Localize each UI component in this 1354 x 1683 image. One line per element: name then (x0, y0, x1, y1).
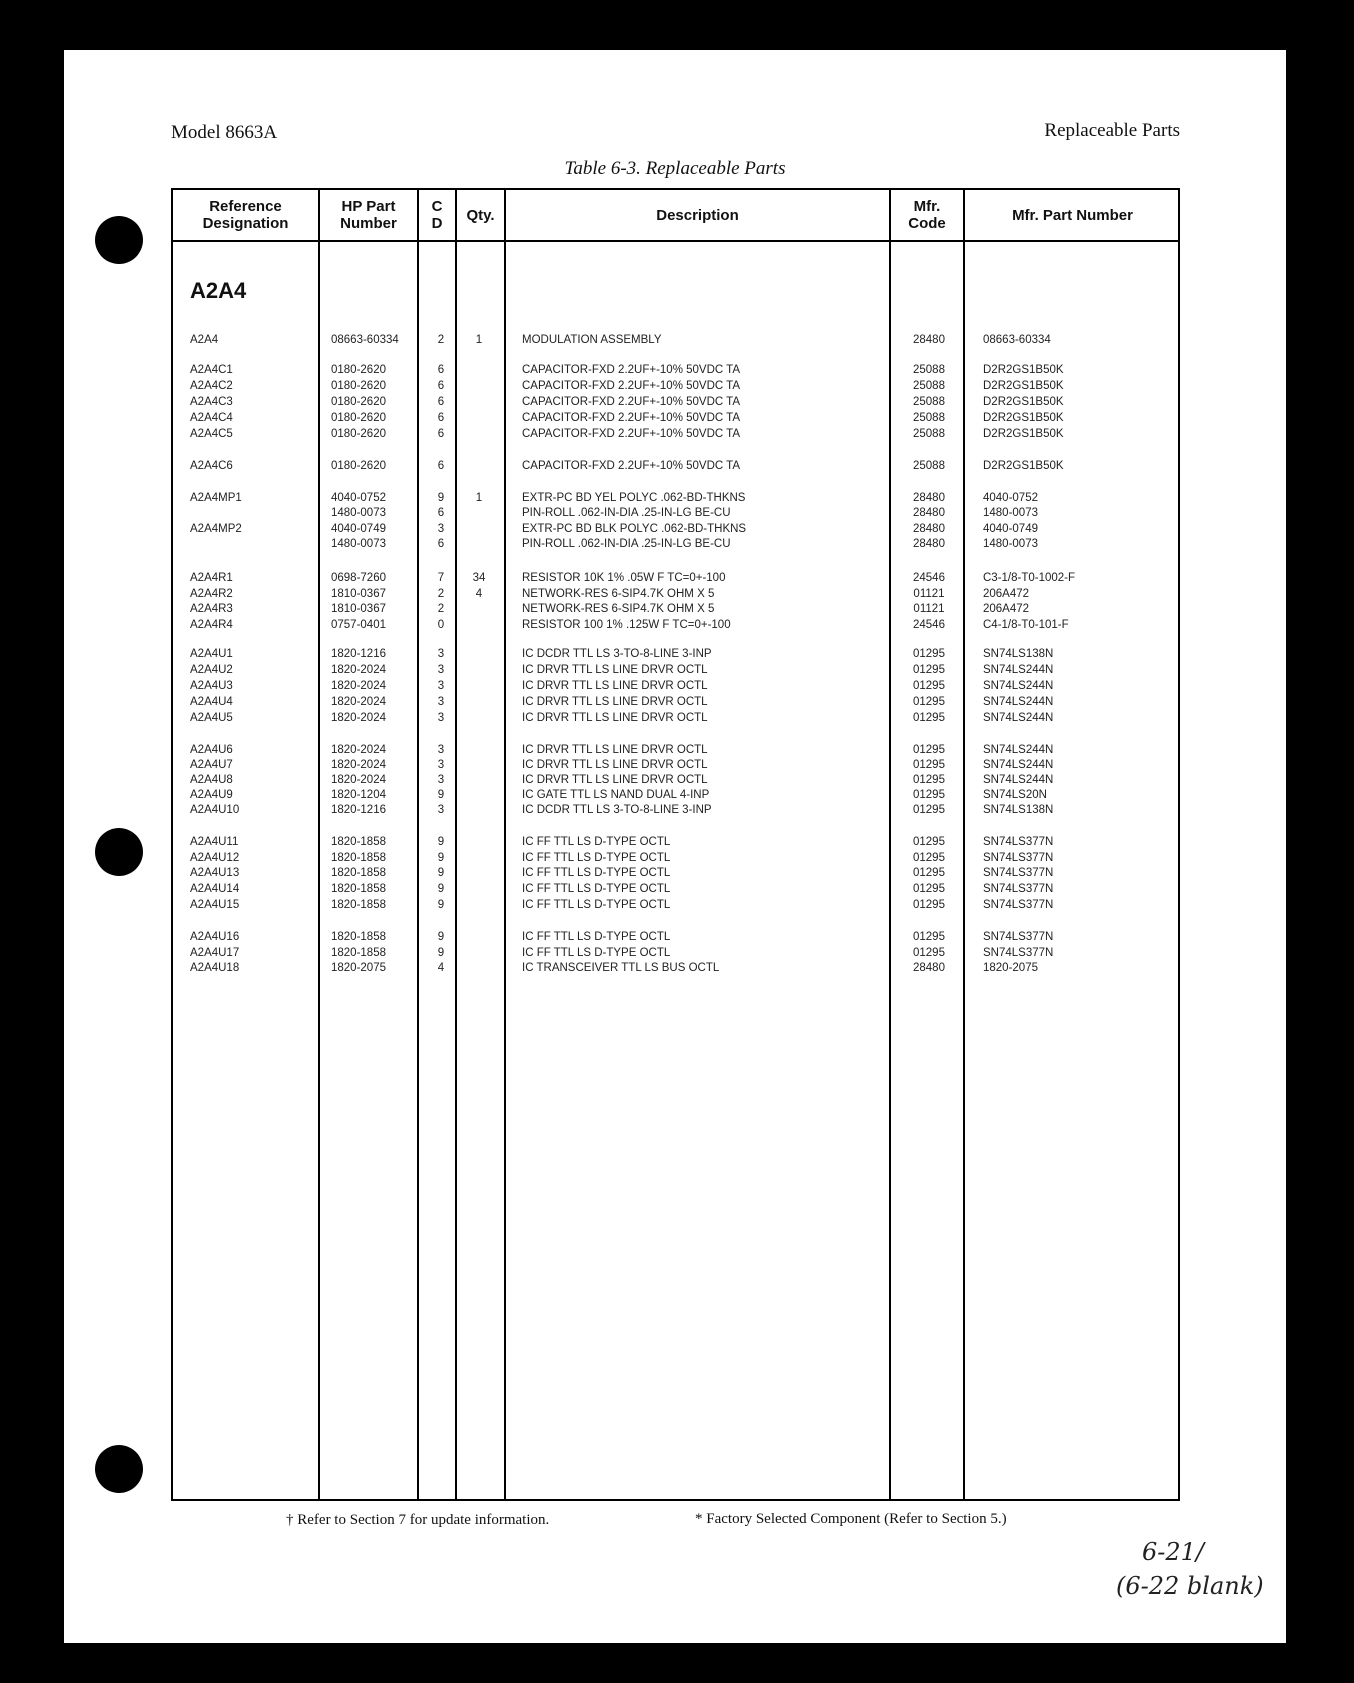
binder-hole-top (95, 216, 143, 264)
cell-mfr-part-number: SN74LS244N (983, 696, 1054, 708)
table-row (173, 458, 1178, 474)
cell-cd: 9 (437, 789, 445, 801)
cell-cd: 9 (437, 883, 445, 895)
table-row (173, 586, 1178, 602)
table-row (173, 772, 1178, 788)
cell-mfr-part-number: 08663-60334 (983, 334, 1051, 346)
cell-cd: 3 (437, 712, 445, 724)
cell-cd: 9 (437, 492, 445, 504)
cell-description: IC DCDR TTL LS 3-TO-8-LINE 3-INP (522, 648, 712, 660)
cell-description: IC FF TTL LS D-TYPE OCTL (522, 947, 671, 959)
col-header-mfr-part: Mfr. Part Number (1012, 206, 1133, 224)
header-divider (173, 240, 1178, 242)
cell-reference: A2A4R1 (190, 572, 233, 584)
cell-hp-part-number: 1820-2024 (331, 696, 386, 708)
cell-mfr-code: 01295 (913, 680, 945, 692)
cell-mfr-code: 28480 (913, 962, 945, 974)
table-row (173, 617, 1178, 633)
col-header-reference: Reference Designation (202, 198, 289, 232)
cell-cd: 3 (437, 523, 445, 535)
table-row (173, 505, 1178, 521)
cell-mfr-code: 01121 (913, 603, 945, 615)
cell-cd: 2 (437, 588, 445, 600)
cell-reference: A2A4U13 (190, 867, 240, 879)
cell-mfr-part-number: 4040-0749 (983, 523, 1038, 535)
cell-mfr-part-number: SN74LS20N (983, 789, 1047, 801)
cell-description: RESISTOR 10K 1% .05W F TC=0+-100 (522, 572, 726, 584)
table-row (173, 945, 1178, 961)
table-row (173, 694, 1178, 710)
cell-cd: 3 (437, 744, 445, 756)
cell-mfr-code: 25088 (913, 428, 945, 440)
cell-cd: 6 (437, 538, 445, 550)
cell-cd: 3 (437, 648, 445, 660)
cell-reference: A2A4U4 (190, 696, 233, 708)
cell-hp-part-number: 1480-0073 (331, 507, 386, 519)
cell-reference: A2A4U10 (190, 804, 240, 816)
cell-reference: A2A4C5 (190, 428, 233, 440)
cell-mfr-code: 01295 (913, 648, 945, 660)
cell-cd: 9 (437, 899, 445, 911)
cell-hp-part-number: 0698-7260 (331, 572, 386, 584)
cell-mfr-part-number: SN74LS244N (983, 664, 1054, 676)
cell-mfr-code: 01295 (913, 836, 945, 848)
handwritten-page-number: 6-21/ (1142, 1538, 1205, 1566)
cell-mfr-code: 28480 (913, 492, 945, 504)
table-row (173, 850, 1178, 866)
table-row (173, 710, 1178, 726)
cell-qty: 34 (472, 572, 486, 584)
cell-mfr-code: 25088 (913, 396, 945, 408)
cell-description: EXTR-PC BD BLK POLYC .062-BD-THKNS (522, 523, 747, 535)
cell-description: IC DRVR TTL LS LINE DRVR OCTL (522, 774, 708, 786)
header-model: Model 8663A (171, 122, 278, 143)
cell-mfr-code: 24546 (913, 619, 945, 631)
cell-cd: 9 (437, 931, 445, 943)
table-row (173, 410, 1178, 426)
cell-hp-part-number: 1820-1858 (331, 883, 386, 895)
cell-description: CAPACITOR-FXD 2.2UF+-10% 50VDC TA (522, 396, 741, 408)
cell-mfr-code: 25088 (913, 412, 945, 424)
cell-cd: 6 (437, 460, 445, 472)
cell-qty: 1 (475, 334, 483, 346)
cell-mfr-code: 01295 (913, 867, 945, 879)
cell-description: CAPACITOR-FXD 2.2UF+-10% 50VDC TA (522, 380, 741, 392)
cell-description: IC FF TTL LS D-TYPE OCTL (522, 836, 671, 848)
cell-mfr-code: 01295 (913, 852, 945, 864)
cell-cd: 4 (437, 962, 445, 974)
cell-hp-part-number: 1820-2024 (331, 759, 386, 771)
binder-hole-middle (95, 828, 143, 876)
cell-description: IC GATE TTL LS NAND DUAL 4-INP (522, 789, 710, 801)
cell-reference: A2A4MP1 (190, 492, 242, 504)
cell-hp-part-number: 1820-1204 (331, 789, 386, 801)
cell-hp-part-number: 0180-2620 (331, 460, 386, 472)
cell-mfr-code: 01121 (913, 588, 945, 600)
cell-mfr-code: 28480 (913, 523, 945, 535)
cell-reference: A2A4U18 (190, 962, 240, 974)
table-row (173, 881, 1178, 897)
cell-mfr-part-number: 1820-2075 (983, 962, 1038, 974)
cell-cd: 6 (437, 428, 445, 440)
cell-reference: A2A4U12 (190, 852, 240, 864)
cell-mfr-code: 28480 (913, 507, 945, 519)
col-header-qty: Qty. (466, 206, 495, 224)
cell-mfr-part-number: SN74LS138N (983, 648, 1054, 660)
cell-mfr-code: 01295 (913, 789, 945, 801)
header-section: Replaceable Parts (1044, 120, 1180, 141)
cell-mfr-part-number: SN74LS377N (983, 852, 1054, 864)
table-row (173, 646, 1178, 662)
cell-description: CAPACITOR-FXD 2.2UF+-10% 50VDC TA (522, 412, 741, 424)
table-row (173, 929, 1178, 945)
cell-description: IC DRVR TTL LS LINE DRVR OCTL (522, 759, 708, 771)
cell-mfr-part-number: C4-1/8-T0-101-F (983, 619, 1069, 631)
cell-mfr-part-number: C3-1/8-T0-1002-F (983, 572, 1076, 584)
cell-cd: 7 (437, 572, 445, 584)
cell-description: IC DRVR TTL LS LINE DRVR OCTL (522, 680, 708, 692)
cell-reference: A2A4 (190, 334, 219, 346)
cell-mfr-part-number: D2R2GS1B50K (983, 460, 1064, 472)
col-header-description: Description (656, 206, 739, 224)
cell-hp-part-number: 1820-1216 (331, 804, 386, 816)
cell-mfr-code: 25088 (913, 380, 945, 392)
cell-cd: 3 (437, 680, 445, 692)
cell-mfr-part-number: SN74LS377N (983, 931, 1054, 943)
cell-cd: 9 (437, 836, 445, 848)
cell-description: IC FF TTL LS D-TYPE OCTL (522, 931, 671, 943)
table-title: Table 6-3. Replaceable Parts (564, 158, 786, 179)
cell-mfr-part-number: 1480-0073 (983, 538, 1038, 550)
cell-mfr-part-number: SN74LS377N (983, 867, 1054, 879)
table-row (173, 834, 1178, 850)
cell-mfr-code: 28480 (913, 538, 945, 550)
cell-reference: A2A4U5 (190, 712, 233, 724)
cell-cd: 3 (437, 696, 445, 708)
cell-mfr-code: 01295 (913, 759, 945, 771)
table-row (173, 678, 1178, 694)
table-row (173, 662, 1178, 678)
cell-hp-part-number: 1820-2024 (331, 744, 386, 756)
cell-hp-part-number: 1820-1858 (331, 931, 386, 943)
cell-cd: 6 (437, 396, 445, 408)
cell-mfr-part-number: SN74LS244N (983, 712, 1054, 724)
cell-description: IC DRVR TTL LS LINE DRVR OCTL (522, 664, 708, 676)
cell-description: RESISTOR 100 1% .125W F TC=0+-100 (522, 619, 731, 631)
cell-hp-part-number: 1820-1858 (331, 947, 386, 959)
cell-description: PIN-ROLL .062-IN-DIA .25-IN-LG BE-CU (522, 538, 731, 550)
cell-reference: A2A4U8 (190, 774, 233, 786)
cell-cd: 3 (437, 804, 445, 816)
cell-hp-part-number: 0180-2620 (331, 380, 386, 392)
cell-hp-part-number: 1480-0073 (331, 538, 386, 550)
cell-reference: A2A4U16 (190, 931, 240, 943)
cell-mfr-code: 01295 (913, 804, 945, 816)
table-row (173, 394, 1178, 410)
cell-mfr-part-number: SN74LS138N (983, 804, 1054, 816)
cell-reference: A2A4C3 (190, 396, 233, 408)
table-row (173, 490, 1178, 506)
binder-hole-bottom (95, 1445, 143, 1493)
handwritten-blank-note: (6-22 blank) (1116, 1572, 1264, 1600)
cell-reference: A2A4U15 (190, 899, 240, 911)
cell-reference: A2A4MP2 (190, 523, 242, 535)
cell-description: IC DRVR TTL LS LINE DRVR OCTL (522, 696, 708, 708)
cell-description: CAPACITOR-FXD 2.2UF+-10% 50VDC TA (522, 428, 741, 440)
cell-description: MODULATION ASSEMBLY (522, 334, 662, 346)
cell-mfr-part-number: 206A472 (983, 588, 1030, 600)
cell-description: EXTR-PC BD YEL POLYC .062-BD-THKNS (522, 492, 746, 504)
cell-hp-part-number: 1810-0367 (331, 603, 386, 615)
cell-reference: A2A4U2 (190, 664, 233, 676)
cell-description: IC DCDR TTL LS 3-TO-8-LINE 3-INP (522, 804, 712, 816)
cell-description: NETWORK-RES 6-SIP4.7K OHM X 5 (522, 603, 715, 615)
cell-description: IC FF TTL LS D-TYPE OCTL (522, 899, 671, 911)
cell-reference: A2A4R4 (190, 619, 233, 631)
table-row (173, 601, 1178, 617)
cell-mfr-code: 25088 (913, 460, 945, 472)
cell-hp-part-number: 4040-0749 (331, 523, 386, 535)
cell-mfr-part-number: SN74LS377N (983, 836, 1054, 848)
table-row (173, 865, 1178, 881)
cell-mfr-part-number: SN74LS377N (983, 883, 1054, 895)
cell-hp-part-number: 1820-2075 (331, 962, 386, 974)
cell-hp-part-number: 1820-1858 (331, 836, 386, 848)
cell-mfr-part-number: SN74LS244N (983, 774, 1054, 786)
cell-cd: 9 (437, 867, 445, 879)
cell-mfr-code: 01295 (913, 931, 945, 943)
table-row (173, 757, 1178, 773)
section-title: A2A4 (190, 278, 247, 303)
cell-description: IC FF TTL LS D-TYPE OCTL (522, 867, 671, 879)
cell-reference: A2A4R2 (190, 588, 233, 600)
cell-hp-part-number: 1820-2024 (331, 712, 386, 724)
cell-hp-part-number: 1820-1216 (331, 648, 386, 660)
cell-mfr-part-number: SN74LS377N (983, 899, 1054, 911)
cell-hp-part-number: 4040-0752 (331, 492, 386, 504)
cell-cd: 6 (437, 364, 445, 376)
cell-description: IC DRVR TTL LS LINE DRVR OCTL (522, 712, 708, 724)
cell-mfr-code: 01295 (913, 947, 945, 959)
cell-mfr-code: 01295 (913, 899, 945, 911)
table-row (173, 362, 1178, 378)
cell-reference: A2A4U17 (190, 947, 240, 959)
cell-mfr-code: 01295 (913, 744, 945, 756)
cell-mfr-part-number: D2R2GS1B50K (983, 380, 1064, 392)
cell-hp-part-number: 0180-2620 (331, 412, 386, 424)
cell-qty: 4 (475, 588, 483, 600)
cell-cd: 2 (437, 603, 445, 615)
cell-hp-part-number: 08663-60334 (331, 334, 399, 346)
cell-mfr-part-number: SN74LS244N (983, 744, 1054, 756)
parts-table (171, 188, 1180, 1501)
table-row (173, 742, 1178, 758)
cell-hp-part-number: 1820-2024 (331, 774, 386, 786)
cell-mfr-code: 01295 (913, 883, 945, 895)
table-row (173, 802, 1178, 818)
cell-hp-part-number: 1820-1858 (331, 867, 386, 879)
cell-mfr-part-number: SN74LS244N (983, 759, 1054, 771)
cell-reference: A2A4U3 (190, 680, 233, 692)
footnote-factory-selected: * Factory Selected Component (Refer to Section 5.) (695, 1511, 1007, 1527)
cell-mfr-part-number: D2R2GS1B50K (983, 412, 1064, 424)
cell-reference: A2A4C1 (190, 364, 233, 376)
document-page (64, 50, 1286, 1643)
cell-hp-part-number: 1820-1858 (331, 899, 386, 911)
cell-mfr-part-number: D2R2GS1B50K (983, 364, 1064, 376)
cell-qty: 1 (475, 492, 483, 504)
table-row (173, 521, 1178, 537)
table-row (173, 536, 1178, 552)
table-row (173, 332, 1178, 348)
cell-mfr-part-number: SN74LS377N (983, 947, 1054, 959)
cell-description: PIN-ROLL .062-IN-DIA .25-IN-LG BE-CU (522, 507, 731, 519)
cell-reference: A2A4U1 (190, 648, 233, 660)
cell-reference: A2A4C6 (190, 460, 233, 472)
cell-description: IC DRVR TTL LS LINE DRVR OCTL (522, 744, 708, 756)
cell-description: NETWORK-RES 6-SIP4.7K OHM X 5 (522, 588, 715, 600)
cell-reference: A2A4U9 (190, 789, 233, 801)
cell-mfr-part-number: 1480-0073 (983, 507, 1038, 519)
table-row (173, 960, 1178, 976)
cell-hp-part-number: 1810-0367 (331, 588, 386, 600)
cell-mfr-code: 01295 (913, 774, 945, 786)
cell-cd: 9 (437, 947, 445, 959)
cell-cd: 6 (437, 412, 445, 424)
cell-mfr-code: 01295 (913, 712, 945, 724)
cell-description: CAPACITOR-FXD 2.2UF+-10% 50VDC TA (522, 364, 741, 376)
cell-cd: 3 (437, 774, 445, 786)
col-header-hp-part: HP Part Number (340, 198, 397, 232)
cell-hp-part-number: 0180-2620 (331, 428, 386, 440)
col-header-cd: C D (431, 198, 443, 232)
cell-reference: A2A4U11 (190, 836, 239, 848)
cell-reference: A2A4C4 (190, 412, 233, 424)
cell-cd: 2 (437, 334, 445, 346)
table-row (173, 570, 1178, 586)
table-row (173, 787, 1178, 803)
cell-cd: 3 (437, 664, 445, 676)
footnote-update: † Refer to Section 7 for update information. (286, 1512, 550, 1528)
cell-description: IC TRANSCEIVER TTL LS BUS OCTL (522, 962, 720, 974)
cell-hp-part-number: 0180-2620 (331, 396, 386, 408)
cell-description: IC FF TTL LS D-TYPE OCTL (522, 883, 671, 895)
cell-hp-part-number: 0757-0401 (331, 619, 386, 631)
cell-description: IC FF TTL LS D-TYPE OCTL (522, 852, 671, 864)
cell-mfr-code: 24546 (913, 572, 945, 584)
cell-description: CAPACITOR-FXD 2.2UF+-10% 50VDC TA (522, 460, 741, 472)
cell-mfr-part-number: D2R2GS1B50K (983, 396, 1064, 408)
cell-cd: 6 (437, 380, 445, 392)
cell-reference: A2A4U7 (190, 759, 233, 771)
cell-mfr-code: 28480 (913, 334, 945, 346)
cell-reference: A2A4R3 (190, 603, 233, 615)
cell-hp-part-number: 1820-2024 (331, 680, 386, 692)
cell-mfr-code: 01295 (913, 696, 945, 708)
cell-reference: A2A4U14 (190, 883, 240, 895)
table-row (173, 378, 1178, 394)
table-row (173, 426, 1178, 442)
cell-mfr-part-number: D2R2GS1B50K (983, 428, 1064, 440)
cell-hp-part-number: 0180-2620 (331, 364, 386, 376)
cell-mfr-code: 25088 (913, 364, 945, 376)
col-header-mfr-code: Mfr. Code (908, 198, 946, 232)
cell-reference: A2A4C2 (190, 380, 233, 392)
cell-cd: 0 (437, 619, 445, 631)
cell-cd: 3 (437, 759, 445, 771)
cell-hp-part-number: 1820-1858 (331, 852, 386, 864)
cell-cd: 6 (437, 507, 445, 519)
cell-mfr-part-number: SN74LS244N (983, 680, 1054, 692)
cell-mfr-part-number: 4040-0752 (983, 492, 1038, 504)
cell-mfr-code: 01295 (913, 664, 945, 676)
cell-cd: 9 (437, 852, 445, 864)
cell-reference: A2A4U6 (190, 744, 233, 756)
cell-mfr-part-number: 206A472 (983, 603, 1030, 615)
cell-hp-part-number: 1820-2024 (331, 664, 386, 676)
table-row (173, 897, 1178, 913)
